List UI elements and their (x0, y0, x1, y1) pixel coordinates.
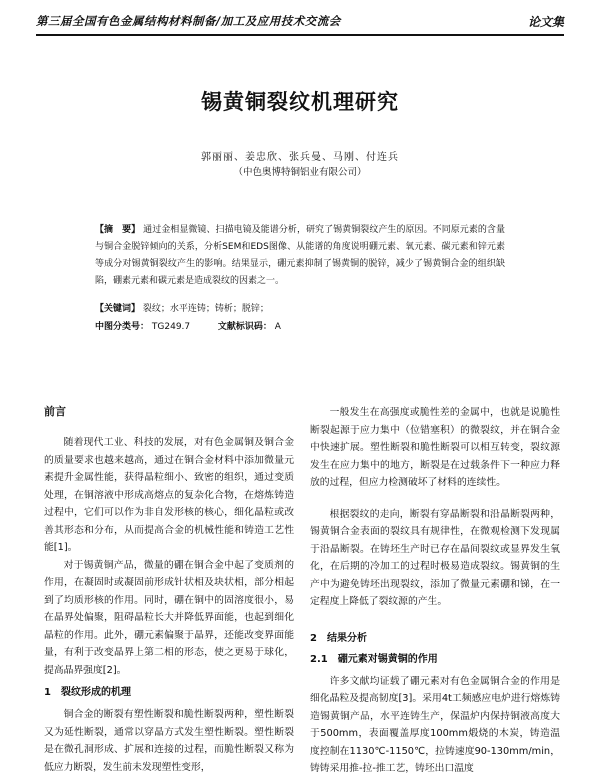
abstract-block (95, 222, 505, 290)
classification-line (95, 318, 505, 336)
section-2-1-paragraph: 许多文献均证载了硼元素对有色金属铜合金的作用是细化晶粒及提高韧度[3]。采用4t工频感应电炉进行熔炼铸造锡黄铜产品，水平连铸生产，保温炉内保持铜液高度大于500mm，表面覆盖厚度100mm煅烧的木炭，铸造温度控制在1130℃-1150℃，拉铸速度90-130mm/min，铸铸采用推-拉-推工艺，铸坯出口温度 (310, 675, 560, 774)
fracture-paragraph: 根据裂纹的走向，断裂有穿晶断裂和沿晶断裂两种，锡黄铜合金表面的裂纹具有规律性，在微观检测下发现属于沿晶断裂。在铸坯生产时已存在晶间裂纹或显界发生氧化，在后期的冷加工的过程时极易造成裂纹。锡黄铜的生产中为避免铸坯出现裂纹，添加了微量元素硼和锑，在一定程度上降低了裂纹源的产生。 (310, 508, 560, 607)
section-2-heading: 2 结果分析 (310, 632, 367, 644)
intro-paragraph-2: 对于锡黄铜产品，微量的硼在铜合金中起了变质剂的作用，在凝固时或凝固前形成针状相及块状相，部分相起到了均质形核的作用。同时，硼在铜中的固溶度很小，易在晶界处偏聚，阻碍晶粒长大并降低界面能，也起到细化晶粒的作用。此外，硼元素偏聚于晶界，还能改变界面能量，有利于改变晶界上第二相的形态，使之更易于球化，提高晶界强度[2]。 (44, 559, 294, 676)
class-value: TG249.7 (151, 322, 191, 332)
keywords-text: 裂纹；水平连铸；铸析；脱锌； (142, 304, 269, 314)
intro-paragraph-1: 随着现代工业、科技的发展，对有色金属铜及铜合金的质量要求也越来越高，通过在铜合金材料中添加微量元素提升金属性能，获得晶粒细小、致密的组织，通过变质处理，在铜溶液中形成高熔点的复杂化合物，在熔炼铸造过程中，它们可以作为非自发形核的核心，细化晶粒或改善其形态和分布，从而提高合金的机械性能和铸造工艺性能[1]。 (44, 437, 294, 553)
running-header (36, 8, 564, 36)
class-label: 中图分类号： (95, 322, 150, 332)
keywords-block (95, 300, 505, 336)
section-2-1-heading: 2.1 硼元素对锡黄铜的作用 (310, 653, 438, 665)
paper-affiliation: （中色奥博特铜铝业有限公司） (233, 167, 367, 178)
doc-code-value: A (274, 322, 281, 332)
conference-name: 第三届全国有色金属结构材料制备/加工及应用技术交流会 (36, 14, 341, 28)
right-column (310, 404, 560, 778)
section-1-heading: 1 裂纹形成的机理 (44, 687, 131, 698)
abstract-label: 【摘 要】 (95, 225, 141, 235)
abstract-text: 通过金相显微镜、扫描电镜及能谱分析，研究了锡黄铜裂纹产生的原因。不同原元素的含量与铜合金脱锌倾向的关系，分析SEM和EDS图像、从能谱的角度说明硼元素、氧元素、碳元素和锌元素等成分对锡黄铜裂纹产生的影响。结果显示，硼元素抑制了锡黄铜的脱锌，减少了锡黄铜合金的组织缺陷，硼素元素和碳元素是造成裂纹的因素之一。 (95, 225, 505, 286)
paper-authors: 郭丽丽、姜忠欣、张兵曼、马刚、付连兵 (201, 152, 399, 163)
section-1-paragraph: 铜合金的断裂有塑性断裂和脆性断裂两种，塑性断裂又为延性断裂，通常以穿晶方式发生塑性断裂。塑性断裂是在微孔洞形成、扩展和连接的过程，而脆性断裂又称为低应力断裂，发生前未发现塑性变形， (44, 709, 294, 773)
keywords-label: 【关键词】 (95, 304, 141, 314)
left-column (44, 404, 294, 776)
keywords-line (95, 300, 505, 318)
intro-heading: 前言 (44, 405, 66, 418)
paper-title: 锡黄铜裂纹机理研究 (201, 90, 399, 114)
continued-paragraph: 一般发生在高强度或脆性差的金属中，也就是说脆性断裂起源于应力集中（位错塞积）的微裂纹，并在铜合金中快速扩展。塑性断裂和脆性断裂可以相互转变，裂纹源发生在应力集中的地方，断裂是在过载条件下一种应力释放的过程，但应力检测破坏了材料的连续性。 (310, 407, 560, 488)
doc-code-label: 文献标识码： (217, 322, 272, 332)
proceedings-label: 论文集 (527, 14, 564, 29)
